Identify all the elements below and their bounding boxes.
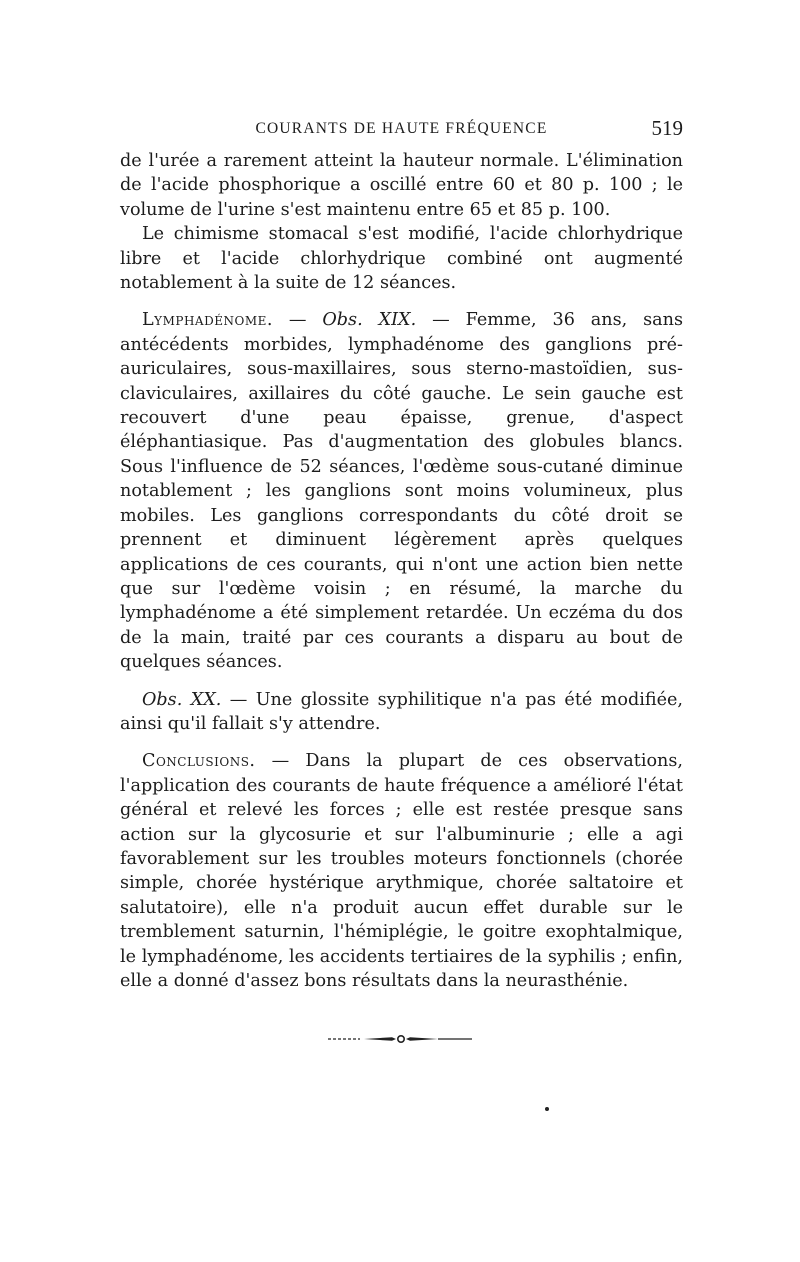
- running-head: [120, 116, 683, 146]
- ornament-taper-right: [406, 1037, 438, 1041]
- paragraph-conclusions-text: — Dans la plupart de ces observations, l'application des courants de haute fréquence a amélioré l'état général et relevé les forces ; elle est restée presque sans action sur la glycosurie et sur l'albuminurie ; elle a agi favorablement sur les troubles moteurs fonctionnels (chorée simple, chorée hystérique arythmique, chorée saltatoire et salutatoire), elle n'a produit aucun effet durable sur le tremblement saturnin, l'hémiplégie, le goitre exophtalmique, le lymphadénome, les accidents tertiaires de la syphilis ; enfin, elle a donné d'assez bons résultats dans la neurasthénie.: [120, 751, 683, 991]
- paragraph-conclusions: [120, 749, 683, 993]
- page-number: 519: [651, 116, 683, 140]
- paragraph-lymphadenome: [120, 308, 683, 674]
- paragraph-urine: de l'urée a rarement atteint la hauteur normale. L'élimination de l'acide phosphorique a oscillé entre 60 et 80 p. 100 ; le volume de l'urine s'est maintenu entre 65 et 85 p. 100.: [120, 151, 683, 220]
- observation-label-xix: Obs. XIX.: [322, 310, 417, 331]
- section-lead-lymphadenome: Lymphadénome.: [142, 310, 273, 331]
- paragraph-lymphadenome-text: — Femme, 36 ans, sans antécédents morbides, lymphadénome des ganglions pré-auriculaires, sous-maxillaires, sous sterno-mastoïdien, sus-claviculaires, axillaires du côté gauche. Le sein gauche est recouvert d'une peau épaisse, grenue, d'aspect éléphantiasique. Pas d'augmentation des globules blancs. Sous l'influence de 52 séances, l'œdème sous-cutané diminue notablement ; les ganglions sont moins volumineux, plus mobiles. Les ganglions correspondants du côté droit se prennent et diminuent légèrement après quelques applications de ces courants, qui n'ont une action bien nette que sur l'œdème voisin ; en résumé, la marche du lymphadénome a été simplement retardée. Un eczéma du dos de la main, traité par ces courants a disparu au bout de quelques séances.: [120, 310, 684, 673]
- ink-speck: [545, 1107, 549, 1111]
- paragraph-glossite-text: — Une glossite syphilitique n'a pas été modifiée, ainsi qu'il fallait s'y attendre.: [120, 689, 683, 734]
- ornament-center-ring: [398, 1036, 404, 1042]
- ornament-taper-left: [364, 1037, 396, 1041]
- paragraph-chimisme: Le chimisme stomacal s'est modifié, l'acide chlorhydrique libre et l'acide chlorhydrique combiné ont augmenté notablement à la suite de 12 séances.: [120, 224, 683, 294]
- paragraph-glossite: [120, 688, 683, 737]
- separator-dash: —: [272, 310, 323, 331]
- running-head-title: COURANTS DE HAUTE FRÉQUENCE: [255, 120, 548, 137]
- body-text: [120, 149, 683, 1006]
- section-lead-conclusions: Conclusions.: [142, 751, 256, 772]
- end-ornament: [326, 1032, 476, 1046]
- observation-label-xx: Obs. XX.: [142, 689, 222, 710]
